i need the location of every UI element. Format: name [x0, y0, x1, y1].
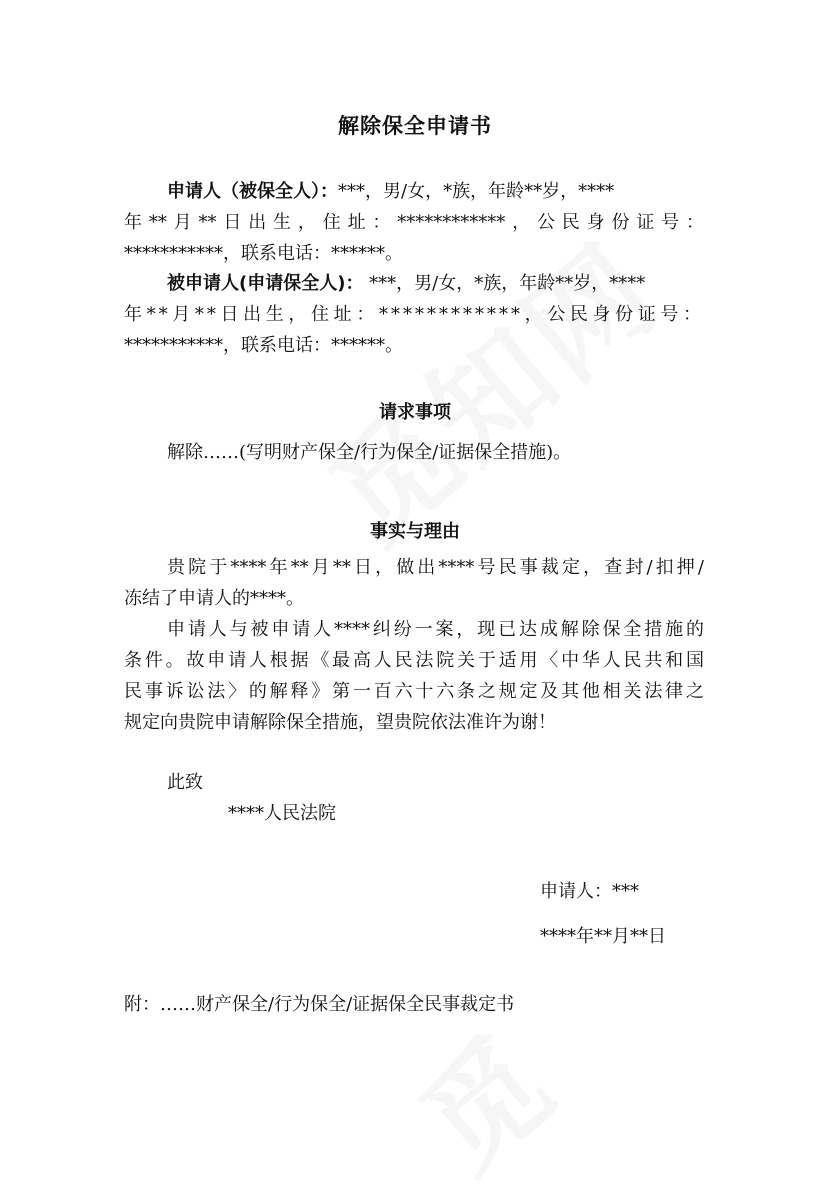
respondent-line-1: [167, 272, 645, 296]
applicant-info: ***，男/女，*族，年龄**岁，****: [338, 181, 615, 202]
attachment: 附：……财产保全/行为保全/证据保全民事裁定书: [124, 994, 515, 1015]
facts-paragraph-1-line-1: 贵院于****年**月**日，做出****号民事裁定，查封/扣押/: [167, 557, 704, 578]
facts-paragraph-2-line-2: 条件。故申请人根据《最高人民法院关于适用〈中华人民共和国: [124, 650, 704, 671]
respondent-label: 被申请人(申请保全人)：: [167, 273, 364, 294]
facts-paragraph-1-line-2: 冻结了申请人的****。: [124, 588, 304, 609]
respondent-line-2: 年**月**日出生，住址：************，公民身份证号：: [124, 304, 704, 325]
applicant-line-1: [167, 180, 614, 204]
facts-paragraph-2-line-3: 民事诉讼法〉的解释》第一百六十六条之规定及其他相关法律之: [124, 681, 704, 702]
facts-heading: 事实与理由: [370, 521, 460, 542]
respondent-line-3: ***********，联系电话：******。: [124, 335, 403, 356]
signature: 申请人：***: [540, 881, 639, 902]
watermark: [379, 990, 586, 1202]
applicant-line-2: 年**月**日出生，住址：************，公民身份证号：: [124, 212, 704, 233]
facts-paragraph-2-line-4: 规定向贵院申请解除保全措施，望贵院依法准许为谢！: [124, 712, 556, 733]
facts-paragraph-2-line-1: 申请人与被申请人****纠纷一案，现已达成解除保全措施的: [167, 619, 704, 640]
document-title: 解除保全申请书: [338, 114, 492, 138]
respondent-info: ***，男/女，*族，年龄**岁，****: [363, 273, 646, 294]
request-text: 解除……(写明财产保全/行为保全/证据保全措施)。: [167, 442, 572, 463]
date: ****年**月**日: [540, 926, 666, 947]
salutation: 此致: [167, 772, 203, 793]
court-name: ****人民法院: [228, 803, 336, 824]
applicant-line-3: ***********，联系电话：******。: [124, 243, 403, 264]
request-heading: 请求事项: [379, 402, 451, 423]
applicant-label: 申请人（被保全人）：: [167, 181, 338, 202]
